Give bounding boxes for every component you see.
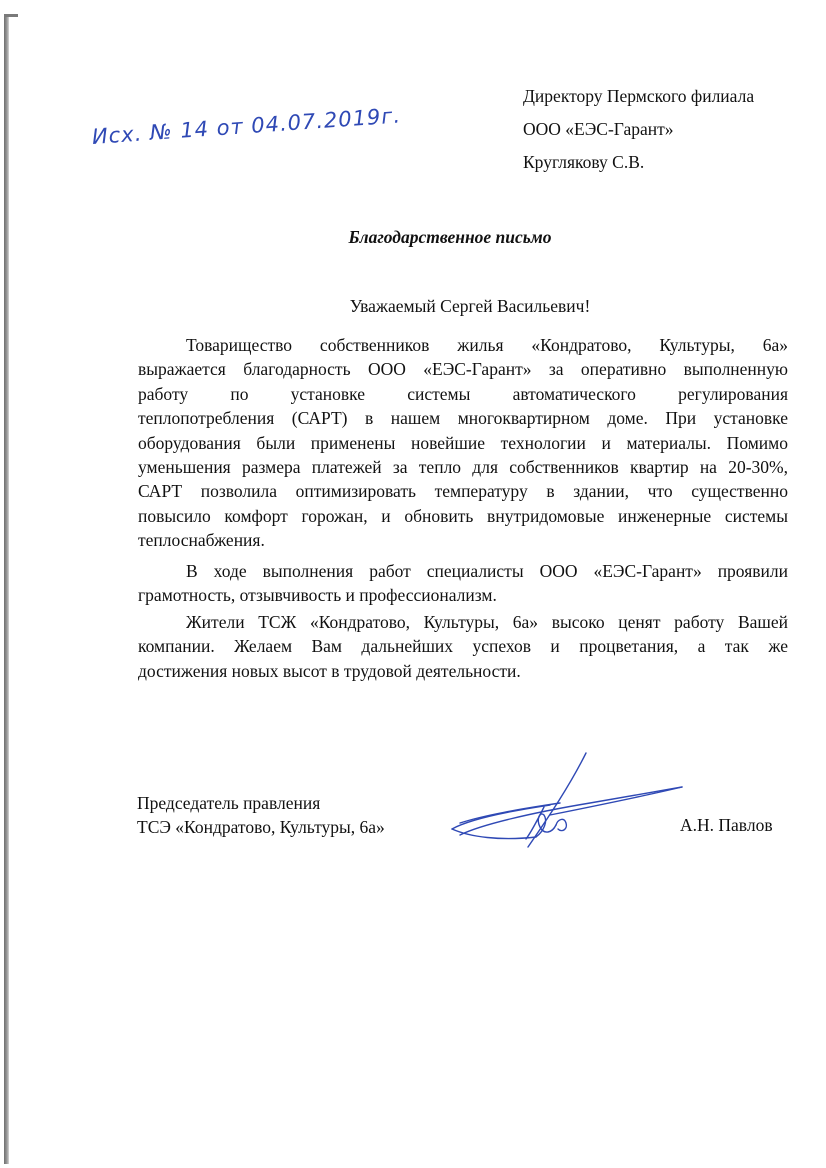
handwritten-outgoing-number: Исх. № 14 от 04.07.2019г. <box>91 103 402 149</box>
paragraph-line: теплопотребления (САРТ) в нашем многоквартирном доме. При установке <box>138 408 788 429</box>
paragraph-3 <box>138 610 788 683</box>
paragraph-line: выражается благодарность ООО «ЕЭС-Гарант» за оперативно выполненную <box>138 359 788 380</box>
paragraph-line: оборудования были применены новейшие технологии и материалы. Помимо <box>138 432 788 453</box>
scan-edge-corner <box>4 14 18 17</box>
paragraph-line: повысило комфорт горожан, и обновить внутридомовые инженерные системы <box>138 505 788 526</box>
paragraph-line: уменьшения размера платежей за тепло для собственников квартир на 20-30%, <box>138 456 788 477</box>
paragraph-line: достижения новых высот в трудовой деятельности. <box>138 660 521 681</box>
paragraph-line: Жители ТСЖ «Кондратово, Культуры, 6а» высоко ценят работу Вашей <box>186 612 788 632</box>
paragraph-2 <box>138 559 788 608</box>
signatory-organization: ТСЭ «Кондратово, Культуры, 6а» <box>137 817 385 837</box>
addressee-line-2: ООО «ЕЭС-Гарант» <box>523 119 674 139</box>
addressee-line-1: Директору Пермского филиала <box>523 86 755 106</box>
signatory-name: А.Н. Павлов <box>680 815 773 835</box>
salutation: Уважаемый Сергей Васильевич! <box>349 296 591 316</box>
addressee-block <box>523 84 754 183</box>
paragraph-line: теплоснабжения. <box>138 530 265 551</box>
addressee-line-3: Круглякову С.В. <box>523 152 645 172</box>
paragraph-1 <box>138 333 788 553</box>
paragraph-line: В ходе выполнения работ специалисты ООО «ЕЭС-Гарант» проявили <box>186 561 788 581</box>
paragraph-line: САРТ позволила оптимизировать температуру в здании, что существенно <box>138 481 788 502</box>
signatory-block <box>137 791 385 839</box>
paragraph-line: грамотность, отзывчивость и профессионализм. <box>138 585 497 606</box>
signatory-position: Председатель правления <box>137 793 321 813</box>
document-title: Благодарственное письмо <box>348 227 552 247</box>
paragraph-line: работу по установке системы автоматического регулирования <box>138 383 788 404</box>
scan-edge <box>4 14 9 1164</box>
handwritten-signature <box>440 745 700 860</box>
paragraph-line: компании. Желаем Вам дальнейших успехов и процветания, а так же <box>138 636 788 657</box>
paragraph-line: Товарищество собственников жилья «Кондратово, Культуры, 6а» <box>186 335 788 355</box>
